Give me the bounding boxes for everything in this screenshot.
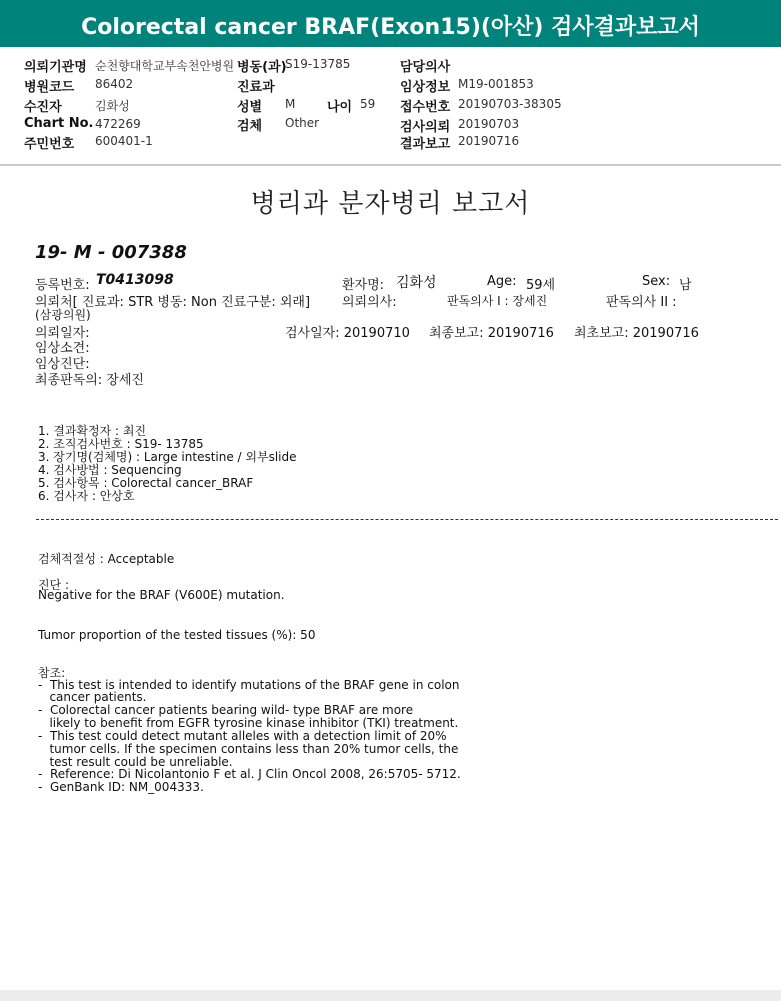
report-title: 병리과 분자병리 보고서 xyxy=(250,189,531,219)
clinical-value: M19-001853 xyxy=(458,77,534,91)
referral: 의뢰처[ 진료과: STR 병동: Non 진료구분: 외래] xyxy=(35,295,311,310)
age-report-label: Age: xyxy=(487,274,517,289)
note-line: - Colorectal cancer patients bearing wild- type BRAF are more xyxy=(38,703,414,717)
patient-value: 김화성 xyxy=(95,99,130,113)
reg-value: T0413098 xyxy=(96,272,174,288)
tumor-proportion: Tumor proportion of the tested tissues (%): 50 xyxy=(38,628,316,642)
final-report-date: 최종보고: 20190716 xyxy=(429,326,554,341)
note-line: - This test is intended to identify mutations of the BRAF gene in colon xyxy=(38,678,460,692)
note-line: - Reference: Di Nicolantonio F et al. J Clin Oncol 2008, 26:5705- 5712. xyxy=(38,767,461,781)
clinical-label: 임상정보 xyxy=(400,80,451,95)
note-line: - This test could detect mutant alleles with a detection limit of 20% xyxy=(38,729,447,743)
receipt-label: 접수번호 xyxy=(400,100,451,115)
dept-value: S19-13785 xyxy=(285,57,351,71)
institution-value: 순천향대학교부속천안병원 xyxy=(95,59,235,73)
chart-label: Chart No. xyxy=(24,116,94,131)
referring-doctor: 의뢰의사: xyxy=(342,295,397,310)
note-line: test result could be unreliable. xyxy=(38,755,233,769)
divider xyxy=(0,164,781,166)
list-item: 4. 검사방법 : Sequencing xyxy=(38,463,182,477)
pathologist-1: 판독의사 I : 장세진 xyxy=(447,294,548,308)
request-value: 20190703 xyxy=(458,117,520,131)
code-value: 86402 xyxy=(95,77,134,91)
institution-label: 의뢰기관명 xyxy=(24,60,87,75)
reg-label: 등록번호: xyxy=(35,278,90,293)
note-line: likely to benefit from EGFR tyrosine kinase inhibitor (TKI) treatment. xyxy=(38,716,459,730)
page-title: Colorectal cancer BRAF(Exon15)(아산) 검사결과보고서 xyxy=(81,15,700,40)
specimen-label: 검체 xyxy=(237,119,263,134)
list-item: 1. 결과확정자 : 최진 xyxy=(38,424,147,438)
diagnosis-label: 진단 : xyxy=(38,578,70,592)
final-reader: 최종판독의: 장세진 xyxy=(35,373,144,388)
code-label: 병원코드 xyxy=(24,80,75,95)
id-label: 주민번호 xyxy=(24,137,75,152)
chart-value: 472269 xyxy=(95,117,141,131)
result-value: 20190716 xyxy=(458,134,520,148)
pname-label: 환자명: xyxy=(342,278,385,293)
accession-number: 19- M - 007388 xyxy=(35,242,187,263)
sex-value: M xyxy=(285,97,296,111)
list-item: 3. 장기명(검체명) : Large intestine / 외부slide xyxy=(38,450,297,464)
note-line: - GenBank ID: NM_004333. xyxy=(38,780,204,794)
list-item: 6. 검사자 : 안상호 xyxy=(38,489,135,503)
clinic-label: 진료과 xyxy=(237,80,275,95)
age-label: 나이 xyxy=(327,100,353,115)
result-label: 결과보고 xyxy=(400,137,451,152)
specimen-adequacy: 검체적절성 : Acceptable xyxy=(38,552,175,566)
note-line: cancer patients. xyxy=(38,690,147,704)
pathologist-2: 판독의사 II : xyxy=(606,295,677,310)
referral-place: (삼광의원) xyxy=(35,308,91,322)
doctor-label: 담당의사 xyxy=(400,60,451,75)
patient-label: 수진자 xyxy=(24,100,62,115)
sex-label: 성별 xyxy=(237,100,263,115)
specimen-value: Other xyxy=(285,116,320,130)
first-report-date: 최초보고: 20190716 xyxy=(574,326,699,341)
dashed-divider xyxy=(36,519,778,520)
clinical-findings: 임상소견: xyxy=(35,341,90,356)
diagnosis-value: Negative for the BRAF (V600E) mutation. xyxy=(38,588,285,602)
note-line: tumor cells. If the specimen contains less than 20% tumor cells, the xyxy=(38,742,459,756)
list-item: 5. 검사항목 : Colorectal cancer_BRAF xyxy=(38,476,254,490)
id-value: 600401-1 xyxy=(95,134,153,148)
age-report-value: 59세 xyxy=(526,278,556,293)
sex-report-label: Sex: xyxy=(642,274,671,289)
clinical-diagnosis: 임상진단: xyxy=(35,357,90,372)
sex-report-value: 남 xyxy=(679,278,692,293)
list-item: 2. 조직검사번호 : S19- 13785 xyxy=(38,437,204,451)
request-label: 검사의뢰 xyxy=(400,120,451,135)
dept-label: 병동(과) xyxy=(237,60,287,75)
request-date: 의뢰일자: xyxy=(35,326,90,341)
reference-label: 참조: xyxy=(38,666,66,680)
receipt-value: 20190703-38305 xyxy=(458,97,562,111)
bottom-bar xyxy=(0,990,781,1001)
exam-date: 검사일자: 20190710 xyxy=(285,326,410,341)
pname-value: 김화성 xyxy=(396,275,437,291)
age-value: 59 xyxy=(360,97,376,111)
